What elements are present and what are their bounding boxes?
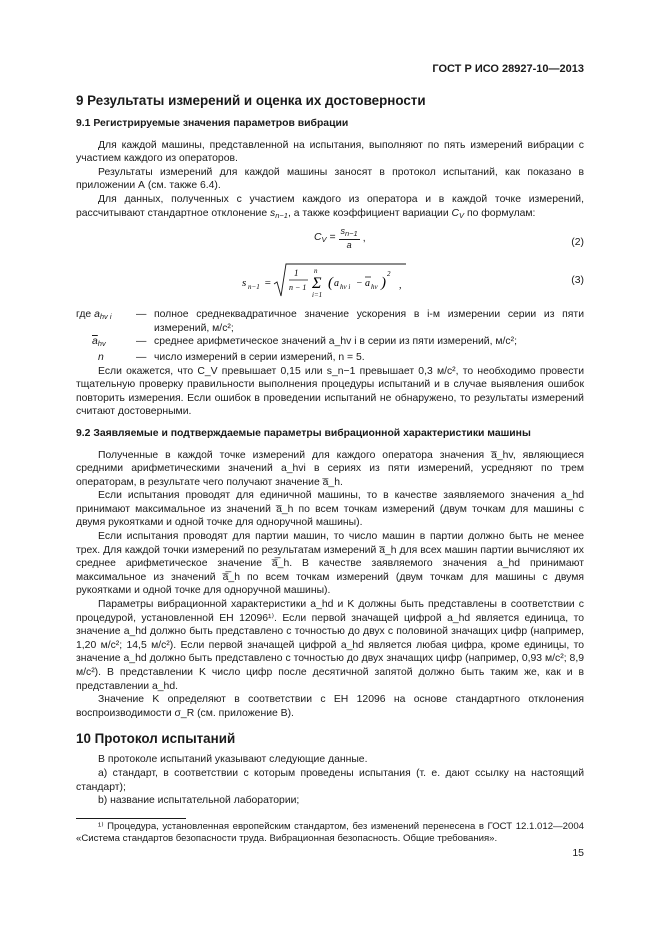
svg-text:a: a (365, 278, 370, 290)
formula-cv: $C_V$ = $\frac{s_{n-1}}{a}$ , (314, 226, 366, 251)
svg-text:1: 1 (294, 268, 299, 279)
section-10-title: 10 Протокол испытаний (76, 731, 236, 747)
paragraph: Для каждой машины, представленной на испытания, выполняют по пять измерений вибрации с участием каждого из операторов. (76, 139, 584, 165)
where-item: число измерений в серии измерений, n = 5. (154, 351, 365, 363)
paragraph: Значение K определяют в соответствии с ЕН 12096 на основе стандартного отклонения воспроизводимости σ_R (см. приложение В). (76, 694, 584, 719)
paragraph: Если испытания проводят для единичной машины, то в качестве заявляемого значения a_hd принимают максимальное из значений a̅_h по всем точкам измерений (двум точкам для машины с двумя рукоятками и одной точке для одноручной машины). (76, 490, 584, 529)
where-item: среднее арифметическое значений a_hv i в серии из пяти измерений, м/с²; (154, 336, 517, 348)
equation-3 (76, 260, 584, 304)
paragraph: Если испытания проводят для партии машин, то число машин в партии должно быть не менее трех. Для каждой точки измерений по результатам измерений a̅_h для всех машин партии вычисляют их среднее арифметическое значение a̅̅_h. В качестве заявляемого значения a_hd принимают максимальное из значений a̅̅_h по всем точкам измерений (двум точкам для машины с двумя рукоятками и одной точке для одноручной машины). (76, 531, 584, 597)
paragraph: В протоколе испытаний указывают следующие данные. (98, 754, 368, 766)
svg-text:a: a (334, 278, 339, 290)
section-9-2-title: 9.2 Заявляемые и подтверждаемые параметры вибрационной характеристики машины (76, 427, 531, 439)
svg-text:n: n (314, 267, 318, 276)
paragraph: Результаты измерений для каждой машины заносят в протокол испытаний, как показано в приложении А (см. также 6.4). (76, 166, 584, 192)
svg-text:): ) (381, 275, 386, 292)
paragraph: Для данных, полученных с участием каждого из оператора и в каждой точке измерений, рассчитывают стандартное отклонение $s_{n-1}$, а также коэффициент вариации $C_V$ по формулам: (76, 193, 584, 220)
svg-text:2: 2 (387, 270, 391, 279)
page-number: 15 (572, 847, 584, 859)
svg-text:Σ: Σ (312, 275, 322, 293)
svg-text:hv i: hv i (340, 283, 351, 292)
where-item: полное среднеквадратичное значение ускорения в i-м измерении серии из пяти измерений, м/с²; (154, 309, 584, 334)
page-content (76, 92, 584, 846)
equation-2 (76, 226, 584, 260)
section-9-1-title: 9.1 Регистрируемые значения параметров вибрации (76, 118, 349, 129)
svg-text:=: = (264, 277, 272, 290)
list-item: b) название испытательной лаборатории; (98, 795, 300, 807)
svg-text:−: − (356, 278, 363, 290)
svg-text:s: s (242, 277, 247, 290)
where-list: где $a_{hv i}$ — полное среднеквадратичное значение ускорения в i-м измерении серии из пяти измерений, м/с²; $\overline{a}_{hv}$ — среднее арифметическое значений a_hv i в серии из пяти измерений, м/с²; n — число измерений в серии измерений, n = 5. (76, 309, 584, 363)
paragraph: Параметры вибрационной характеристики a_hd и K должны быть представлены в соответствии с процедурой, установленной ЕН 12096¹⁾. Если первой значащей цифрой a_hd является единица, то значение a_hd должно быть представлено с точностью до двух с половиной значащих цифр (например, 1,20 м/с²; 14,5 м/с²). Если первой значащей цифрой a_hd является любая цифра, кроме единицы, то значение a_hd должно быть представлено с точностью до двух значащих цифр (например, 0,93 м/с²; 8,9 м/с²). В представлении K число цифр после десятичной запятой должно быть таким же, как и в представлении a_hd. (76, 599, 584, 692)
section-9-title: 9 Результаты измерений и оценка их достоверности (76, 93, 426, 108)
footnote-divider (76, 818, 186, 819)
svg-text:n−1: n−1 (248, 283, 260, 292)
svg-text:i=1: i=1 (312, 291, 323, 300)
list-item: a) стандарт, в соответствии с которым проведены испытания (т. е. дают ссылку на настоящий стандарт); (76, 767, 584, 793)
footnote: ¹⁾ Процедура, установленная европейским стандартом, без изменений перенесена в ГОСТ 12.1.012—2004 «Система стандартов безопасности труда. Вибрационная безопасность. Общие требования». (76, 820, 584, 845)
paragraph: Полученные в каждой точке измерений для каждого оператора значения a̅_hv, являющиеся средними арифметическими значений a_hvi в сериях из пяти измерений, усредняют по трем операторам, в результате чего получают значение a̅_h. (76, 449, 584, 488)
formula-graphic (242, 262, 412, 302)
svg-text:(: ( (328, 275, 333, 292)
svg-text:,: , (399, 280, 402, 292)
equation-number: (3) (571, 275, 584, 287)
equation-number: (2) (571, 237, 584, 249)
svg-text:n − 1: n − 1 (289, 283, 307, 293)
formula-sn1 (242, 262, 412, 302)
paragraph: Если окажется, что C_V превышает 0,15 или s_n−1 превышает 0,3 м/с², то необходимо провести тщательную проверку правильности выполнения процедуры испытаний и в случае выявления ошибок повторить измерения. Если ошибок в проведении испытаний не обнаружено, то результаты измерений считают достоверными. (76, 365, 584, 418)
document-header: ГОСТ Р ИСО 28927-10—2013 (432, 63, 584, 75)
svg-text:hv: hv (371, 283, 378, 292)
